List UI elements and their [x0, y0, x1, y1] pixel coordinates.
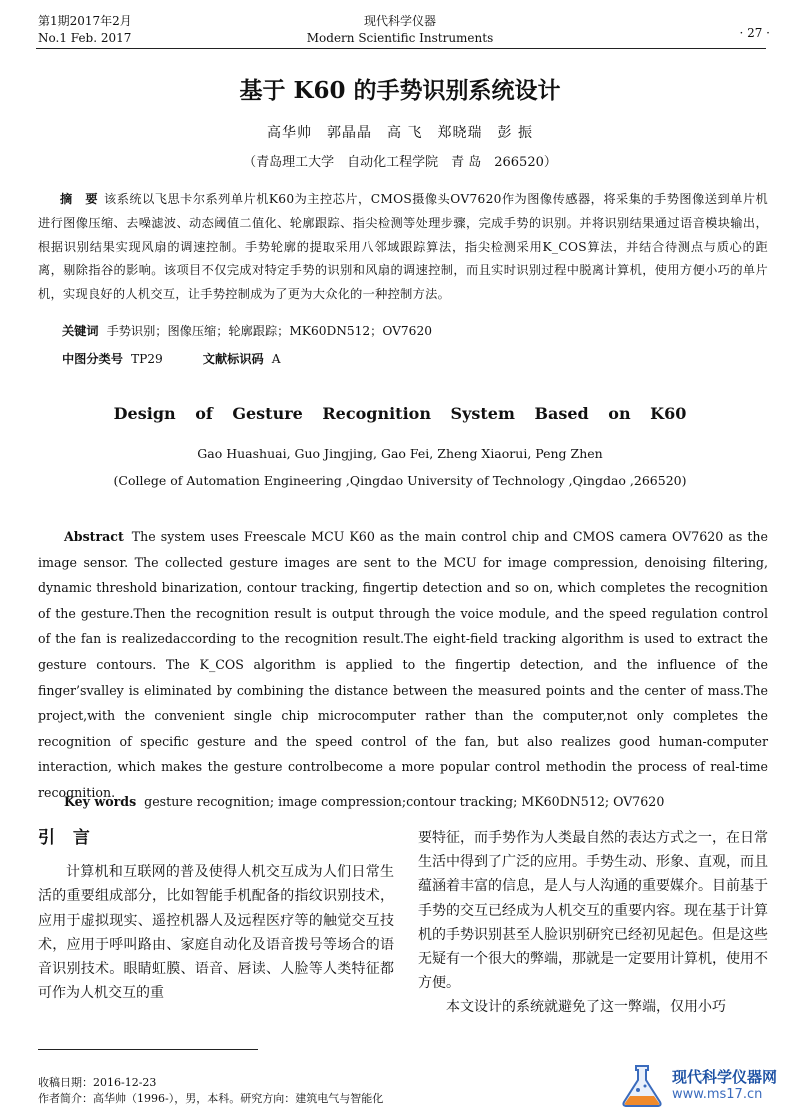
keywords-zh-text: 手势识别；图像压缩；轮廓跟踪；MK60DN512；OV7620 [106, 324, 432, 338]
header-journal-en: Modern Scientific Instruments [306, 31, 494, 45]
classification-zh [62, 350, 281, 367]
intro-paragraph-2: 本文设计的系统就避免了这一弊端，仅用小巧 [446, 999, 726, 1016]
body-right-column [418, 826, 768, 1020]
authors-zh: 高华帅 郭晶晶 高 飞 郑晓瑞 彭 振 [267, 125, 533, 141]
abstract-en-label: Abstract [64, 529, 124, 544]
footnote-divider [38, 1049, 258, 1050]
abstract-zh-label: 摘 要 [60, 192, 99, 206]
footnote-author-bio: 作者简介：高华帅（1996-），男，本科。研究方向：建筑电气与智能化 [38, 1092, 384, 1105]
header-divider [36, 48, 766, 49]
classification-value: TP29 [130, 352, 163, 366]
watermark-logo [616, 1060, 792, 1110]
intro-paragraph-1-cont: 要特征，而手势作为人类最自然的表达方式之一，在日常生活中得到了广泛的应用。手势生动、形象、直观，而且蕴涵着丰富的信息，是人与人沟通的重要媒介。目前基于手势的交互已经成为人机交互的重要内容。现在基于计算机的手势识别甚至人脸识别研究已经初见起色。但是这些无疑有一个很大的弊端，那就是一定要用计算机，使用不方便。 [418, 830, 768, 992]
doc-code-label: 文献标识码 [202, 352, 264, 366]
abstract-en-text: The system uses Freescale MCU K60 as the main control chip and CMOS camera OV7620 as the image sensor. The collected gesture images are sent to the MCU for image compression, denoising filtering, dynamic threshold binarization, contour tracking, fingertip detection and so on, which completes the recognition of the gesture.Then the recognition result is output through the voice module, and the speed regulation control of the fan is realizedaccording to the recognition result.The eight-field tracking algorithm is used to extract the gesture contours. The K_COS algorithm is applied to the fingertip detection, and the influence of the finger’svalley is eliminated by combining the distance between the measured points and the center of mass.The project,with the convenient single chip microcomputer rather than the computer,not only completes the recognition of specific gesture and the speed control of the fan, but also realizes good human-computer interaction, which makes the gesture controlbecome a more popular control methodin the process of real-time recognition. [38, 529, 768, 800]
classification-label: 中图分类号 [62, 352, 123, 366]
keywords-en-label: Key words [64, 794, 137, 809]
flask-logo-icon [616, 1060, 668, 1110]
title-en: Design of Gesture Recognition System Based on K60 [113, 404, 687, 423]
body-left-column [38, 826, 394, 1005]
affiliation-zh: （青岛理工大学 自动化工程学院 青 岛 266520） [243, 155, 557, 170]
watermark-url: www.ms17.cn [672, 1087, 763, 1102]
intro-paragraph-1: 计算机和互联网的普及使得人机交互成为人们日常生活的重要组成部分，比如智能手机配备的指纹识别技术，应用于虚拟现实、遥控机器人及远程医疗等的触觉交互技术，应用于呼叫路由、家庭自动化及语音拨号等场合的语音识别技术。眼睛虹膜、语音、唇读、人脸等人类特征都可作为人机交互的重 [38, 864, 394, 1002]
page-number: · 27 · [739, 26, 770, 40]
doc-code-value: A [271, 352, 281, 366]
abstract-en [38, 524, 768, 806]
header-issue-en: No.1 Feb. 2017 [38, 31, 132, 45]
authors-en: Gao Huashuai, Guo Jingjing, Gao Fei, Zheng Xiaorui, Peng Zhen [197, 446, 603, 461]
abstract-zh [38, 188, 768, 307]
affiliation-en: (College of Automation Engineering ,Qingdao University of Technology ,Qingdao ,266520) [113, 473, 687, 488]
abstract-zh-text: 该系统以飞思卡尔系列单片机K60为主控芯片，CMOS摄像头OV7620作为图像传感器，将采集的手势图像送到单片机进行图像压缩、去噪滤波、动态阈值二值化、轮廓跟踪、指尖检测等处理步骤，完成手势的识别。并将识别结果通过语音模块输出，根据识别结果实现风扇的调速控制。手势轮廓的提取采用八邻域跟踪算法，指尖检测采用K_COS算法，并结合待测点与质心的距离，剔除指谷的影响。该项目不仅完成对特定手势的识别和风扇的调速控制，而且实时识别过程中脱离计算机，使用方便小巧的单片机，实现良好的人机交互，让手势控制成为了更为大众化的一种控制方法。 [38, 192, 768, 302]
keywords-en [64, 794, 664, 809]
keywords-zh-label: 关键词 [62, 324, 99, 338]
title-zh: 基于 K60 的手势识别系统设计 [239, 77, 561, 104]
keywords-en-text: gesture recognition; image compression;contour tracking; MK60DN512; OV7620 [144, 794, 665, 809]
keywords-zh [62, 322, 432, 339]
header-issue-zh: 第1期2017年2月 [38, 14, 132, 28]
footnote-received: 收稿日期：2016-12-23 [38, 1076, 157, 1089]
header-journal [0, 13, 800, 47]
section-heading-intro: 引 言 [38, 828, 96, 848]
watermark-name: 现代科学仪器网 [672, 1068, 778, 1086]
header-journal-zh: 现代科学仪器 [363, 14, 436, 28]
